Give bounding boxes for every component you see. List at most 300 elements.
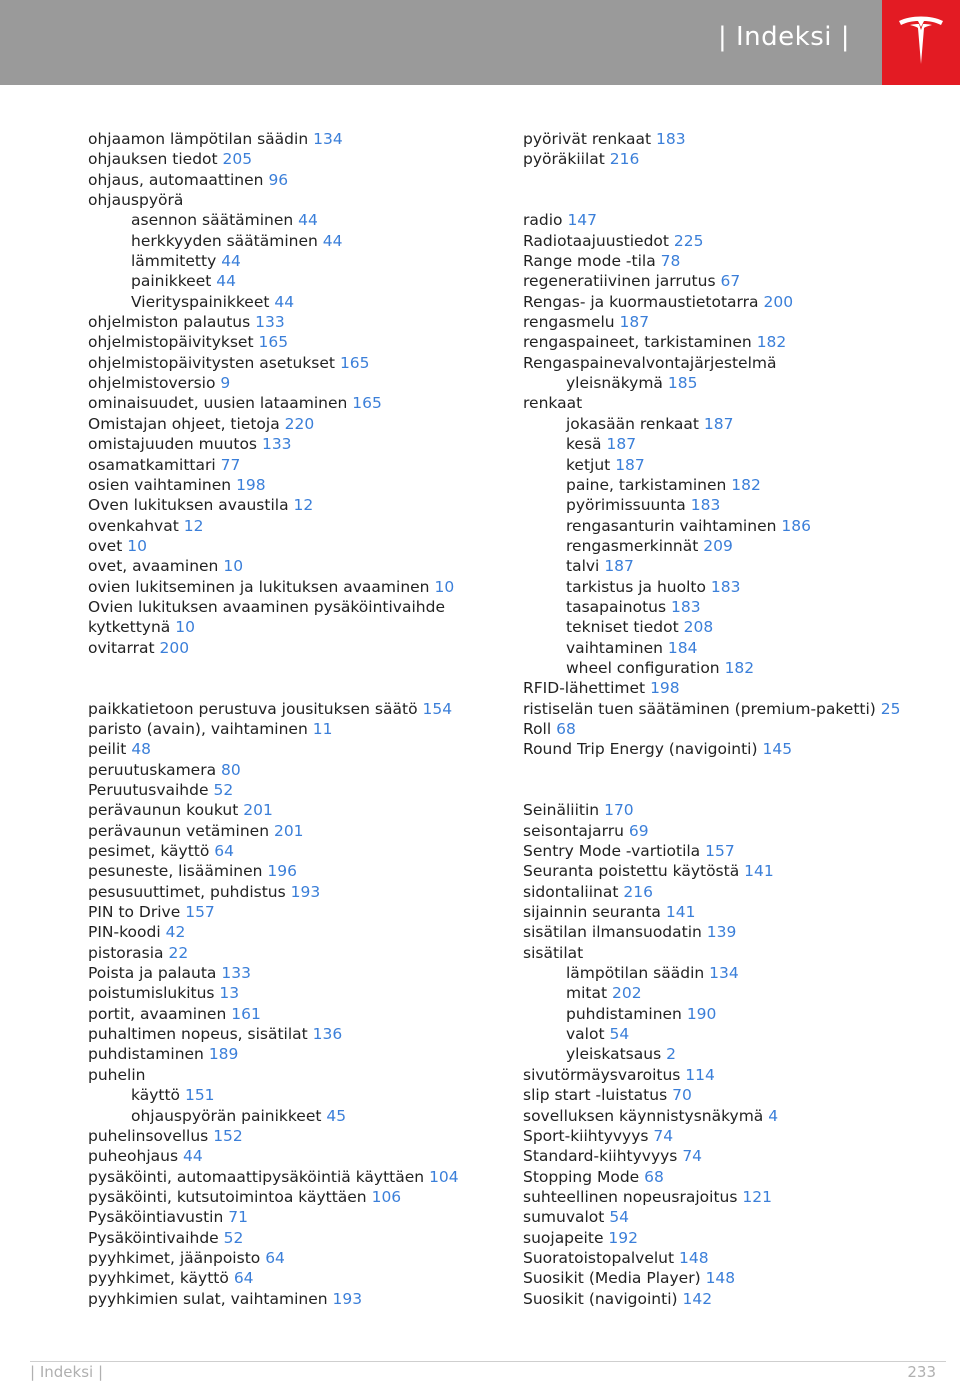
entry-text: Pysäköintiavustin [88, 1208, 224, 1227]
page-link[interactable]: 74 [653, 1126, 674, 1145]
index-entry [88, 536, 488, 556]
page-link[interactable]: 151 [184, 1086, 215, 1105]
index-entry [88, 495, 488, 515]
page-link[interactable]: 161 [231, 1004, 261, 1023]
index-entry [88, 373, 488, 393]
entry-text: pysäköinti, automaattipysäköintiä käyttäen [88, 1167, 425, 1186]
entry-text: Omistajan ohjeet, tietoja [88, 414, 280, 433]
page-link[interactable]: 48 [131, 740, 152, 759]
page-link[interactable]: 201 [243, 801, 273, 820]
page-link[interactable]: 44 [221, 252, 241, 271]
entry-text: Rengas- ja kuormaustietotarra [523, 292, 759, 311]
page-link[interactable]: 42 [165, 923, 186, 942]
entry-text: Radiotaajuustiedot [523, 231, 669, 250]
index-subentry [88, 1085, 488, 1105]
index-entry [88, 170, 488, 190]
entry-text: rengasmerkinnät [566, 536, 699, 555]
index-entry [523, 231, 923, 251]
page-link[interactable]: 147 [567, 211, 598, 230]
entry-text: rengasanturin vaihtaminen [566, 516, 777, 535]
index-entry [523, 1167, 923, 1187]
entry-text: ristiselän tuen säätäminen (premium-paketti) [523, 699, 876, 718]
page-link[interactable]: 184 [667, 638, 698, 657]
entry-text: regeneratiivinen jarrutus [523, 272, 716, 291]
page-link[interactable]: 136 [312, 1025, 343, 1044]
entry-text: Poista ja palauta [88, 964, 217, 983]
page-link[interactable]: 187 [615, 455, 645, 474]
page-link[interactable]: 196 [267, 862, 297, 881]
page-link[interactable]: 70 [672, 1086, 692, 1105]
index-subentry [523, 1024, 923, 1044]
page-link[interactable]: 148 [679, 1248, 709, 1267]
page-link[interactable]: 134 [313, 130, 343, 148]
index-entry [523, 1268, 923, 1288]
entry-text: Suoratoistopalvelut [523, 1248, 675, 1267]
index-subentry [88, 271, 488, 291]
index-entry [88, 841, 488, 861]
page-link[interactable]: 187 [619, 313, 650, 332]
index-entry [88, 1146, 488, 1166]
page-link[interactable]: 209 [703, 536, 733, 555]
index-entry [523, 800, 923, 820]
page-link[interactable]: 64 [214, 842, 235, 861]
page-header [0, 0, 960, 85]
entry-text: pistorasia [88, 943, 164, 962]
index-entry [523, 251, 923, 271]
index-entry [88, 556, 488, 576]
page-link[interactable]: 193 [290, 882, 321, 901]
entry-text: perävaunun vetäminen [88, 821, 270, 840]
entry-text: puhelinsovellus [88, 1126, 209, 1145]
entry-text: Pysäköintivaihde [88, 1228, 219, 1247]
index-entry [523, 861, 923, 881]
page-link[interactable]: 22 [168, 943, 189, 962]
entry-text: sovelluksen käynnistysnäkymä [523, 1106, 764, 1125]
index-entry [523, 1146, 923, 1166]
page-link[interactable]: 133 [255, 313, 285, 332]
entry-text: Vierityspainikkeet [131, 292, 270, 311]
page-link[interactable]: 10 [223, 557, 244, 576]
entry-text: RFID-lähettimet [523, 679, 646, 698]
index-entry [88, 780, 488, 800]
entry-text: sijainnin seuranta [523, 903, 661, 922]
tesla-logo [882, 0, 960, 85]
page-link[interactable]: 142 [682, 1289, 713, 1308]
entry-text: ovitarrat [88, 638, 155, 657]
index-subentry [523, 373, 923, 393]
page-link[interactable]: 67 [720, 272, 741, 291]
entry-text: Ovien lukituksen avaaminen pysäköintivaihde kytkettynä [88, 597, 445, 637]
entry-text: jokasään renkaat [566, 414, 699, 433]
entry-text: osamatkamittari [88, 455, 216, 474]
entry-text: rengaspaineet, tarkistaminen [523, 333, 752, 352]
entry-text: Suosikit (navigointi) [523, 1289, 678, 1308]
page-link[interactable]: 183 [710, 577, 741, 596]
page-link[interactable]: 44 [322, 231, 343, 250]
index-entry [88, 516, 488, 536]
entry-text: pyörimissuunta [566, 496, 686, 515]
index-subentry [523, 577, 923, 597]
page-link[interactable]: 80 [221, 760, 241, 779]
index-subentry [523, 963, 923, 983]
index-subentry [523, 495, 923, 515]
index-entry [88, 922, 488, 942]
index-subentry [523, 597, 923, 617]
index-entry [523, 841, 923, 861]
page-link[interactable]: 187 [703, 414, 734, 433]
page-link[interactable]: 198 [236, 475, 266, 494]
index-subentry [523, 638, 923, 658]
index-entry [523, 699, 923, 719]
page-link[interactable]: 182 [731, 475, 761, 494]
entry-text: rengasmelu [523, 313, 615, 332]
page-link[interactable]: 216 [623, 882, 653, 901]
page-link[interactable]: 4 [768, 1106, 779, 1125]
index-entry [88, 1167, 488, 1187]
page-link[interactable]: 52 [213, 781, 234, 799]
entry-text: sumuvalot [523, 1208, 605, 1227]
index-column-right [523, 129, 923, 1309]
entry-text: peilit [88, 740, 127, 759]
page-link[interactable]: 44 [216, 272, 236, 291]
page-link[interactable]: 10 [175, 618, 195, 637]
index-entry [88, 455, 488, 475]
page-link[interactable]: 12 [183, 516, 204, 535]
page-link[interactable]: 200 [159, 638, 190, 657]
page-link[interactable]: 133 [221, 964, 251, 983]
index-entry [88, 190, 488, 210]
page-link[interactable]: 134 [709, 964, 739, 983]
entry-text: Seuranta poistettu käytöstä [523, 862, 740, 881]
index-entry [88, 1044, 488, 1064]
index-entry [523, 332, 923, 352]
entry-text: ohjelmiston palautus [88, 313, 251, 332]
page-link[interactable]: 208 [683, 618, 714, 637]
entry-text: herkkyyden säätäminen [131, 231, 318, 250]
page-link[interactable]: 64 [233, 1269, 254, 1288]
entry-text: osien vaihtaminen [88, 475, 232, 494]
index-subentry [523, 455, 923, 475]
entry-text: Seinäliitin [523, 801, 600, 820]
entry-text: tarkistus ja huolto [566, 577, 706, 596]
index-entry [88, 1065, 488, 1085]
index-entry [88, 1024, 488, 1044]
entry-text: ovenkahvat [88, 516, 179, 535]
entry-text: vaihtaminen [566, 638, 663, 657]
page-link[interactable]: 68 [556, 719, 576, 738]
index-entry [88, 149, 488, 169]
entry-text: pyyhkimien sulat, vaihtaminen [88, 1289, 328, 1308]
page-link[interactable]: 71 [228, 1208, 248, 1227]
entry-text: sidontaliinat [523, 882, 619, 901]
page-link[interactable]: 154 [422, 699, 453, 718]
entry-text: suhteellinen nopeusrajoitus [523, 1187, 738, 1206]
entry-text: Standard-kiihtyvyys [523, 1147, 678, 1166]
entry-text: valot [566, 1025, 605, 1044]
page-link[interactable]: 44 [182, 1147, 203, 1166]
index-subentry [523, 414, 923, 434]
entry-text: puhelin [88, 1065, 146, 1084]
index-entry [523, 1289, 923, 1309]
index-entry [523, 210, 923, 230]
entry-text: sivutörmäysvaroitus [523, 1065, 681, 1084]
section-gap [523, 760, 923, 801]
index-subentry [523, 617, 923, 637]
page-link[interactable]: 157 [705, 842, 735, 861]
page-link[interactable]: 139 [706, 923, 737, 942]
page-link[interactable]: 44 [274, 292, 295, 311]
index-entry [88, 577, 488, 597]
entry-text: pyyhkimet, jäänpoisto [88, 1248, 261, 1267]
index-entry [88, 1126, 488, 1146]
entry-text: wheel configuration [566, 658, 720, 677]
footer-divider [30, 1361, 946, 1362]
entry-text: puhdistaminen [566, 1004, 682, 1023]
index-entry [88, 1268, 488, 1288]
index-entry [88, 434, 488, 454]
entry-text: painikkeet [131, 272, 212, 291]
index-entry [88, 739, 488, 759]
page-link[interactable]: 133 [261, 435, 292, 454]
entry-text: lämpötilan säädin [566, 964, 705, 983]
entry-text: Rengaspainevalvontajärjestelmä [523, 353, 777, 372]
index-entry [523, 821, 923, 841]
entry-text: paristo (avain), vaihtaminen [88, 719, 308, 738]
entry-text: Sentry Mode -vartiotila [523, 842, 701, 861]
entry-text: ohjauksen tiedot [88, 150, 218, 169]
page-link[interactable]: 185 [667, 374, 698, 393]
index-entry [88, 332, 488, 352]
page-link[interactable]: 121 [742, 1187, 772, 1206]
index-subentry [88, 231, 488, 251]
entry-text: yleiskatsaus [566, 1045, 662, 1064]
page-link[interactable]: 165 [339, 353, 370, 372]
index-entry [88, 414, 488, 434]
index-entry [88, 902, 488, 922]
index-entry [523, 1228, 923, 1248]
page-link[interactable]: 52 [223, 1228, 244, 1247]
entry-text: omistajuuden muutos [88, 435, 258, 454]
index-entry [88, 983, 488, 1003]
entry-text: pyöräkiilat [523, 150, 605, 169]
entry-text: Stopping Mode [523, 1167, 640, 1186]
page-link[interactable]: 10 [127, 536, 147, 555]
index-subentry [523, 475, 923, 495]
section-gap [523, 170, 923, 211]
index-entry [88, 475, 488, 495]
index-entry [523, 739, 923, 759]
page-link[interactable]: 165 [258, 333, 289, 352]
index-entry [523, 1065, 923, 1085]
page-link[interactable]: 11 [312, 719, 333, 738]
entry-text: ohjaamon lämpötilan säädin [88, 130, 309, 148]
entry-text: peruutuskamera [88, 760, 217, 779]
index-column-left [88, 129, 488, 1309]
entry-text: Range mode -tila [523, 252, 656, 271]
header-title: | Indeksi | [717, 22, 850, 52]
entry-text: pesusuuttimet, puhdistus [88, 882, 286, 901]
page-link[interactable]: 148 [705, 1269, 736, 1288]
index-entry [88, 1248, 488, 1268]
entry-text: pyyhkimet, käyttö [88, 1269, 229, 1288]
entry-text: poistumislukitus [88, 984, 215, 1003]
index-entry [523, 129, 923, 149]
page-link[interactable]: 170 [604, 801, 634, 820]
page-link[interactable]: 201 [273, 821, 304, 840]
index-entry [88, 760, 488, 780]
entry-text: puheohjaus [88, 1147, 179, 1166]
entry-text: tekniset tiedot [566, 618, 679, 637]
index-entry [88, 1289, 488, 1309]
index-subentry [523, 1044, 923, 1064]
entry-text: Sport-kiihtyvyys [523, 1126, 649, 1145]
page-link[interactable]: 205 [222, 150, 253, 169]
page-link[interactable]: 54 [609, 1025, 630, 1044]
page-link[interactable]: 157 [185, 903, 215, 922]
entry-text: tasapainotus [566, 597, 667, 616]
entry-text: Roll [523, 719, 552, 738]
page-link[interactable]: 25 [880, 699, 901, 718]
page-link[interactable]: 190 [686, 1004, 717, 1023]
index-entry [523, 678, 923, 698]
index-subentry [523, 658, 923, 678]
page-link[interactable]: 225 [673, 231, 704, 250]
page-link[interactable]: 187 [606, 435, 637, 454]
page-link[interactable]: 182 [756, 333, 787, 352]
entry-text: puhaltimen nopeus, sisätilat [88, 1025, 308, 1044]
page-link[interactable]: 198 [650, 679, 680, 698]
page-link[interactable]: 145 [762, 740, 793, 759]
page-link[interactable]: 187 [604, 557, 634, 576]
index-entry [523, 902, 923, 922]
page-link[interactable]: 10 [434, 577, 455, 596]
index-entry [523, 1126, 923, 1146]
entry-text: ovet, avaaminen [88, 557, 219, 576]
entry-text: mitat [566, 984, 608, 1003]
index-entry [88, 943, 488, 963]
entry-text: Peruutusvaihde [88, 781, 209, 799]
index-entry [88, 963, 488, 983]
index-entry [88, 1207, 488, 1227]
index-entry [88, 861, 488, 881]
page-link[interactable]: 45 [326, 1106, 347, 1125]
entry-text: seisontajarru [523, 821, 624, 840]
page-link[interactable]: 78 [660, 252, 681, 271]
entry-text: renkaat [523, 394, 583, 413]
page-link[interactable]: 114 [685, 1065, 715, 1084]
page-link[interactable]: 44 [298, 211, 318, 230]
entry-text: PIN-koodi [88, 923, 161, 942]
entry-text: kesä [566, 435, 602, 454]
page-link[interactable]: 152 [213, 1126, 243, 1145]
entry-text: käyttö [131, 1086, 181, 1105]
index-subentry [523, 434, 923, 454]
page-link[interactable]: 183 [690, 496, 721, 515]
index-entry [523, 1106, 923, 1126]
page-link[interactable]: 186 [781, 516, 811, 535]
index-subentry [88, 1106, 488, 1126]
page-link[interactable]: 69 [628, 821, 649, 840]
index-entry [523, 1207, 923, 1227]
index-entry [523, 393, 923, 413]
index-entry [88, 1187, 488, 1207]
page-link[interactable]: 106 [371, 1187, 402, 1206]
page-link[interactable]: 192 [608, 1228, 639, 1247]
index-subentry [88, 210, 488, 230]
page-link[interactable]: 183 [655, 130, 686, 148]
entry-text: pysäköinti, kutsutoimintoa käyttäen [88, 1187, 367, 1206]
tesla-logo-icon [897, 16, 945, 68]
entry-text: pesuneste, lisääminen [88, 862, 263, 881]
page-link[interactable]: 193 [332, 1289, 363, 1308]
entry-text: suojapeite [523, 1228, 604, 1247]
page-link[interactable]: 182 [724, 658, 755, 677]
page-link[interactable]: 189 [208, 1045, 239, 1064]
page-link[interactable]: 220 [284, 414, 315, 433]
page-link[interactable]: 104 [429, 1167, 459, 1186]
entry-text: portit, avaaminen [88, 1004, 227, 1023]
page-link[interactable]: 216 [609, 150, 640, 169]
page-link[interactable]: 96 [268, 170, 289, 189]
page-link[interactable]: 200 [763, 292, 794, 311]
index-subentry [523, 556, 923, 576]
entry-text: ohjelmistopäivitykset [88, 333, 254, 352]
page-link[interactable]: 74 [682, 1147, 703, 1166]
index-subentry [88, 251, 488, 271]
page-link[interactable]: 183 [671, 597, 701, 616]
page-link[interactable]: 77 [220, 455, 241, 474]
page-link[interactable]: 13 [219, 984, 240, 1003]
page-link[interactable]: 202 [612, 984, 642, 1003]
page-link[interactable]: 54 [609, 1208, 630, 1227]
entry-text: asennon säätäminen [131, 211, 294, 230]
index-entry [523, 149, 923, 169]
index-entry [523, 1248, 923, 1268]
entry-text: slip start -luistatus [523, 1086, 668, 1105]
page-link[interactable]: 2 [666, 1045, 676, 1064]
entry-text: ketjut [566, 455, 611, 474]
entry-text: pesimet, käyttö [88, 842, 210, 861]
page-link[interactable]: 12 [293, 496, 314, 515]
entry-text: ohjauspyörä [88, 191, 184, 210]
index-entry [88, 1228, 488, 1248]
entry-text: Suosikit (Media Player) [523, 1269, 701, 1288]
index-entry [523, 271, 923, 291]
entry-text: lämmitetty [131, 252, 217, 271]
entry-text: yleisnäkymä [566, 374, 663, 393]
index-entry [88, 129, 488, 149]
entry-text: radio [523, 211, 563, 230]
index-entry [88, 800, 488, 820]
entry-text: ominaisuudet, uusien lataaminen [88, 394, 348, 413]
page-link[interactable]: 64 [265, 1248, 285, 1267]
entry-text: perävaunun koukut [88, 801, 239, 820]
page-link[interactable]: 165 [352, 394, 382, 413]
entry-text: Round Trip Energy (navigointi) [523, 740, 758, 759]
page-link[interactable]: 141 [744, 862, 774, 881]
page-link[interactable]: 141 [665, 903, 696, 922]
page-link[interactable]: 68 [644, 1167, 664, 1186]
index-subentry [523, 983, 923, 1003]
entry-text: pyörivät renkaat [523, 130, 652, 148]
entry-text: talvi [566, 557, 600, 576]
page-link[interactable]: 9 [220, 374, 231, 393]
index-entry [88, 597, 488, 638]
index-entry [523, 353, 923, 373]
index-entry [523, 922, 923, 942]
index-subentry [523, 1004, 923, 1024]
index-entry [523, 719, 923, 739]
